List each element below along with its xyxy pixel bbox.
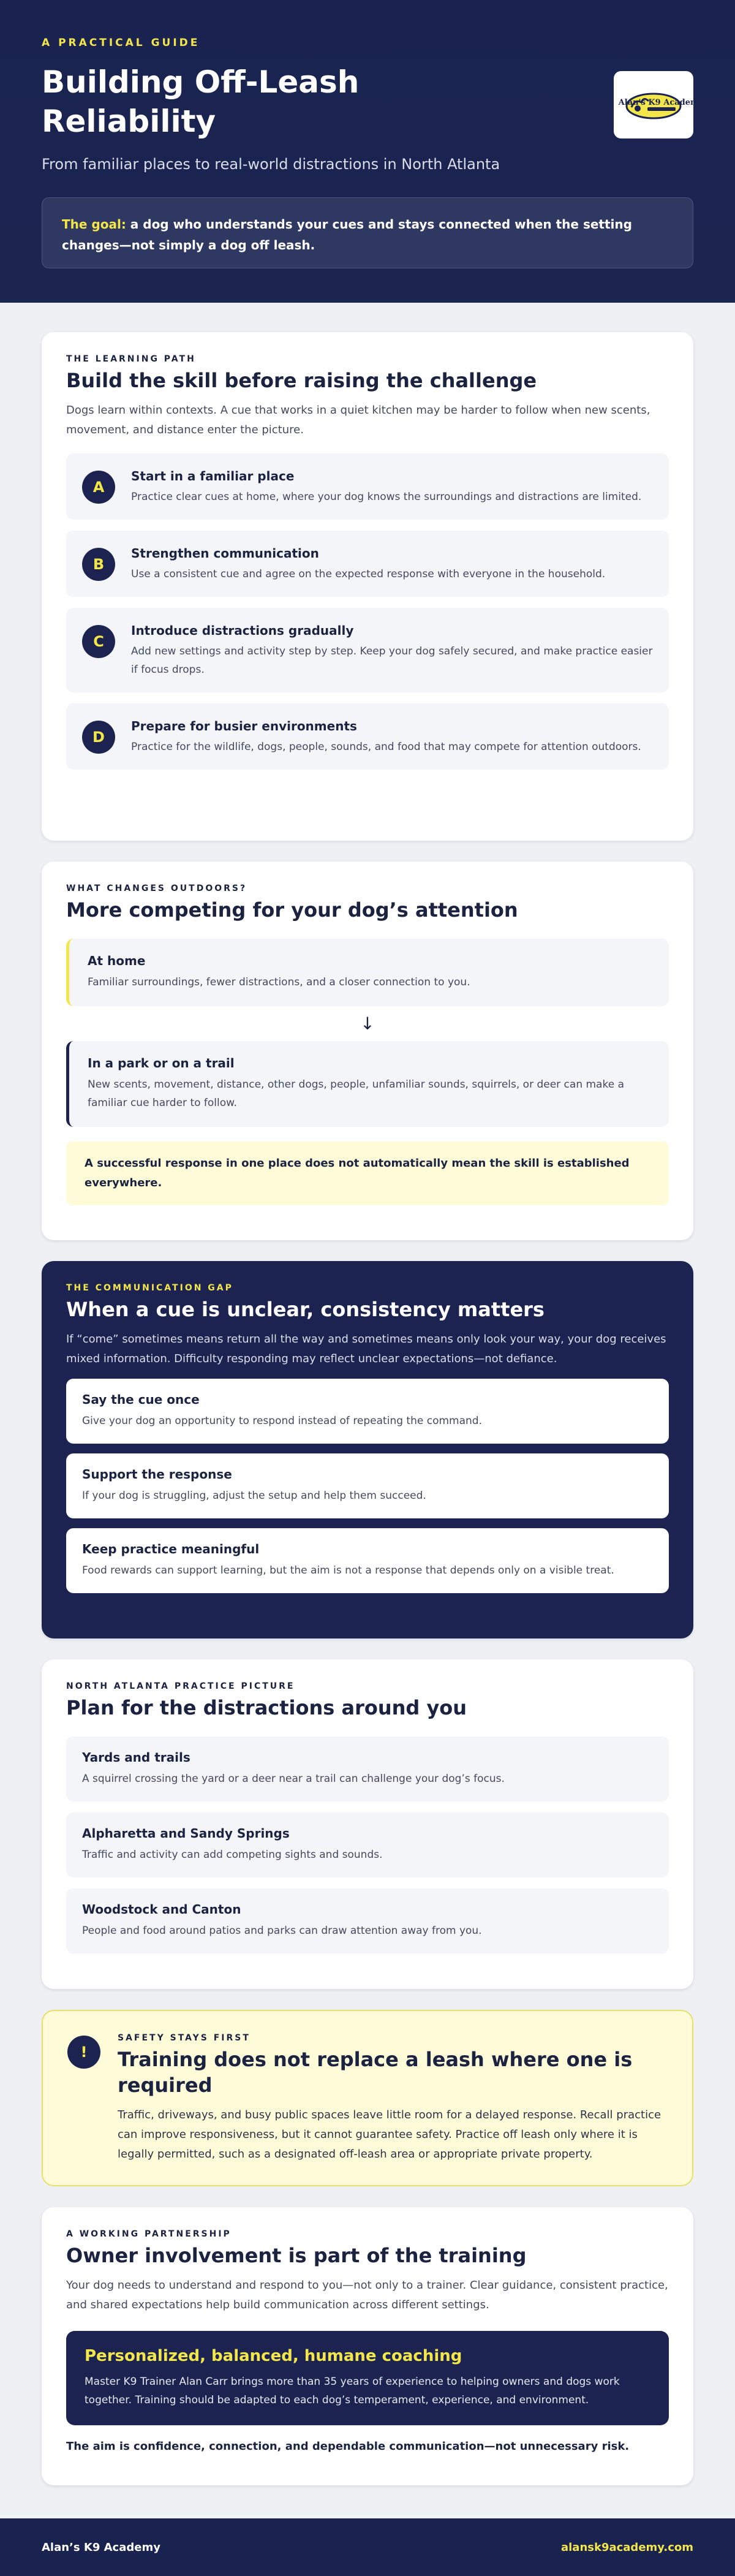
- section-eyebrow: NORTH ATLANTA PRACTICE PICTURE: [66, 1681, 295, 1691]
- step-text: Add new settings and activity step by step. Keep your dog safely secured, and make practice easier if focus drops.: [131, 645, 653, 676]
- section-title: Plan for the distractions around you: [66, 1696, 467, 1719]
- tip-title: Keep practice meaningful: [82, 1542, 260, 1556]
- tip-text: If your dog is struggling, adjust the setup and help them succeed.: [82, 1490, 426, 1502]
- location-text: People and food around patios and parks can draw attention away from you.: [82, 1925, 482, 1937]
- park-trail-panel: [66, 1041, 669, 1127]
- step-text: Practice clear cues at home, where your dog knows the surroundings and distractions are limited.: [131, 491, 642, 503]
- tip-title: Say the cue once: [82, 1392, 200, 1407]
- tip-text: Food rewards can support learning, but the aim is not a response that depends only on a visible treat.: [82, 1564, 614, 1577]
- footer-website-link[interactable]: alansk9academy.com: [560, 2540, 693, 2554]
- footer-brand: Alan’s K9 Academy: [42, 2540, 160, 2554]
- section-title: Training does not replace a leash where one is required: [118, 2048, 633, 2097]
- place-text: New scents, movement, distance, other dogs, people, unfamiliar sounds, squirrels, or deer can make a familiar cue harder to follow.: [88, 1078, 624, 1109]
- section-intro: If “come” sometimes means return all the way and sometimes means only look your way, your dog receives mixed information. Difficulty responding may reflect unclear expectations—not defiance.: [66, 1333, 666, 1365]
- step-badge: B: [82, 548, 115, 581]
- closing-statement: The aim is confidence, connection, and dependable communication—not unnecessary risk.: [66, 2440, 630, 2453]
- tip-item: [66, 1528, 669, 1593]
- tip-title: Support the response: [82, 1467, 232, 1482]
- section-eyebrow: A WORKING PARTNERSHIP: [66, 2229, 232, 2239]
- section-text: Traffic, driveways, and busy public spaces leave little room for a delayed response. Recall practice can improve responsiveness, but it cannot guarantee safety. Practice off leash only where it is legally permitted, such as a designated off-leash area or appropriate private property.: [118, 2108, 662, 2161]
- step-badge: A: [82, 471, 115, 504]
- coaching-callout: [66, 2331, 669, 2425]
- place-title: In a park or on a trail: [88, 1056, 235, 1070]
- section-title: When a cue is unclear, consistency matters: [66, 1298, 545, 1321]
- hero-subtitle: From familiar places to real-world distractions in North Atlanta: [42, 156, 500, 173]
- goal-text: a dog who understands your cues and stays connected when the setting changes—not simply a dog off leash.: [62, 217, 632, 252]
- logo-text: Alan's K9 Academy: [618, 98, 704, 107]
- section-intro: Dogs learn within contexts. A cue that works in a quiet kitchen may be harder to follow when new scents, movement, and distance enter the picture.: [66, 404, 650, 436]
- north-atlanta-card: [42, 1659, 693, 1989]
- section-title: Build the skill before raising the challenge: [66, 369, 537, 392]
- place-text: Familiar surroundings, fewer distractions, and a closer connection to you.: [88, 976, 470, 988]
- location-title: Alpharetta and Sandy Springs: [82, 1826, 290, 1841]
- step-text: Use a consistent cue and agree on the expected response with everyone in the household.: [131, 568, 606, 580]
- safety-card: [42, 2010, 693, 2186]
- page-title: Building Off-Leash Reliability: [42, 64, 360, 139]
- section-eyebrow: THE COMMUNICATION GAP: [66, 1283, 233, 1293]
- warning-icon: !: [67, 2036, 100, 2069]
- step-title: Prepare for busier environments: [131, 719, 357, 733]
- step-badge: D: [82, 721, 115, 754]
- coaching-text: Master K9 Trainer Alan Carr brings more than 35 years of experience to helping owners and dogs work together. Training should be adapted to each dog’s temperament, experience, and environment.: [85, 2376, 620, 2406]
- partnership-card: [42, 2207, 693, 2485]
- goal-callout: [42, 197, 693, 268]
- hero-header: [0, 0, 735, 303]
- step-title: Introduce distractions gradually: [131, 623, 354, 638]
- goal-label: The goal:: [62, 217, 126, 232]
- location-text: Traffic and activity can add competing sights and sounds.: [82, 1849, 383, 1861]
- location-item: [66, 1737, 669, 1801]
- location-text: A squirrel crossing the yard or a deer near a trail can challenge your dog’s focus.: [82, 1773, 505, 1785]
- step-title: Strengthen communication: [131, 546, 319, 561]
- communication-gap-card: [42, 1261, 693, 1638]
- section-intro: Your dog needs to understand and respond to you—not only to a trainer. Clear guidance, consistent practice, and shared expectations help build communication across different settings.: [66, 2279, 668, 2311]
- coaching-title: Personalized, balanced, humane coaching: [85, 2347, 462, 2365]
- page-footer: [0, 2518, 735, 2576]
- location-item: [66, 1888, 669, 1953]
- section-title: Owner involvement is part of the training: [66, 2244, 527, 2267]
- step-badge: C: [82, 625, 115, 658]
- step-item: [66, 453, 669, 520]
- location-title: Yards and trails: [82, 1750, 190, 1765]
- tip-item: [66, 1379, 669, 1444]
- location-title: Woodstock and Canton: [82, 1902, 241, 1917]
- section-title: More competing for your dog’s attention: [66, 898, 518, 922]
- at-home-panel: [66, 939, 669, 1006]
- outdoors-card: [42, 862, 693, 1240]
- section-eyebrow: SAFETY STAYS FIRST: [118, 2033, 251, 2043]
- dog-logo-icon: [618, 86, 704, 123]
- arrow-down-icon: ↓: [360, 1013, 375, 1034]
- step-item: [66, 703, 669, 770]
- step-title: Start in a familiar place: [131, 469, 295, 483]
- hero-eyebrow: A PRACTICAL GUIDE: [42, 37, 200, 49]
- step-item: [66, 608, 669, 692]
- highlight-note: A successful response in one place does not automatically mean the skill is established everywhere.: [66, 1142, 669, 1205]
- tip-text: Give your dog an opportunity to respond instead of repeating the command.: [82, 1415, 482, 1427]
- step-item: [66, 531, 669, 597]
- place-title: At home: [88, 953, 146, 968]
- step-text: Practice for the wildlife, dogs, people, sounds, and food that may compete for attention outdoors.: [131, 741, 641, 753]
- brand-logo: [614, 71, 704, 138]
- section-eyebrow: WHAT CHANGES OUTDOORS?: [66, 884, 247, 893]
- section-eyebrow: THE LEARNING PATH: [66, 354, 196, 364]
- learning-path-card: [42, 332, 693, 841]
- location-item: [66, 1813, 669, 1877]
- tip-item: [66, 1453, 669, 1518]
